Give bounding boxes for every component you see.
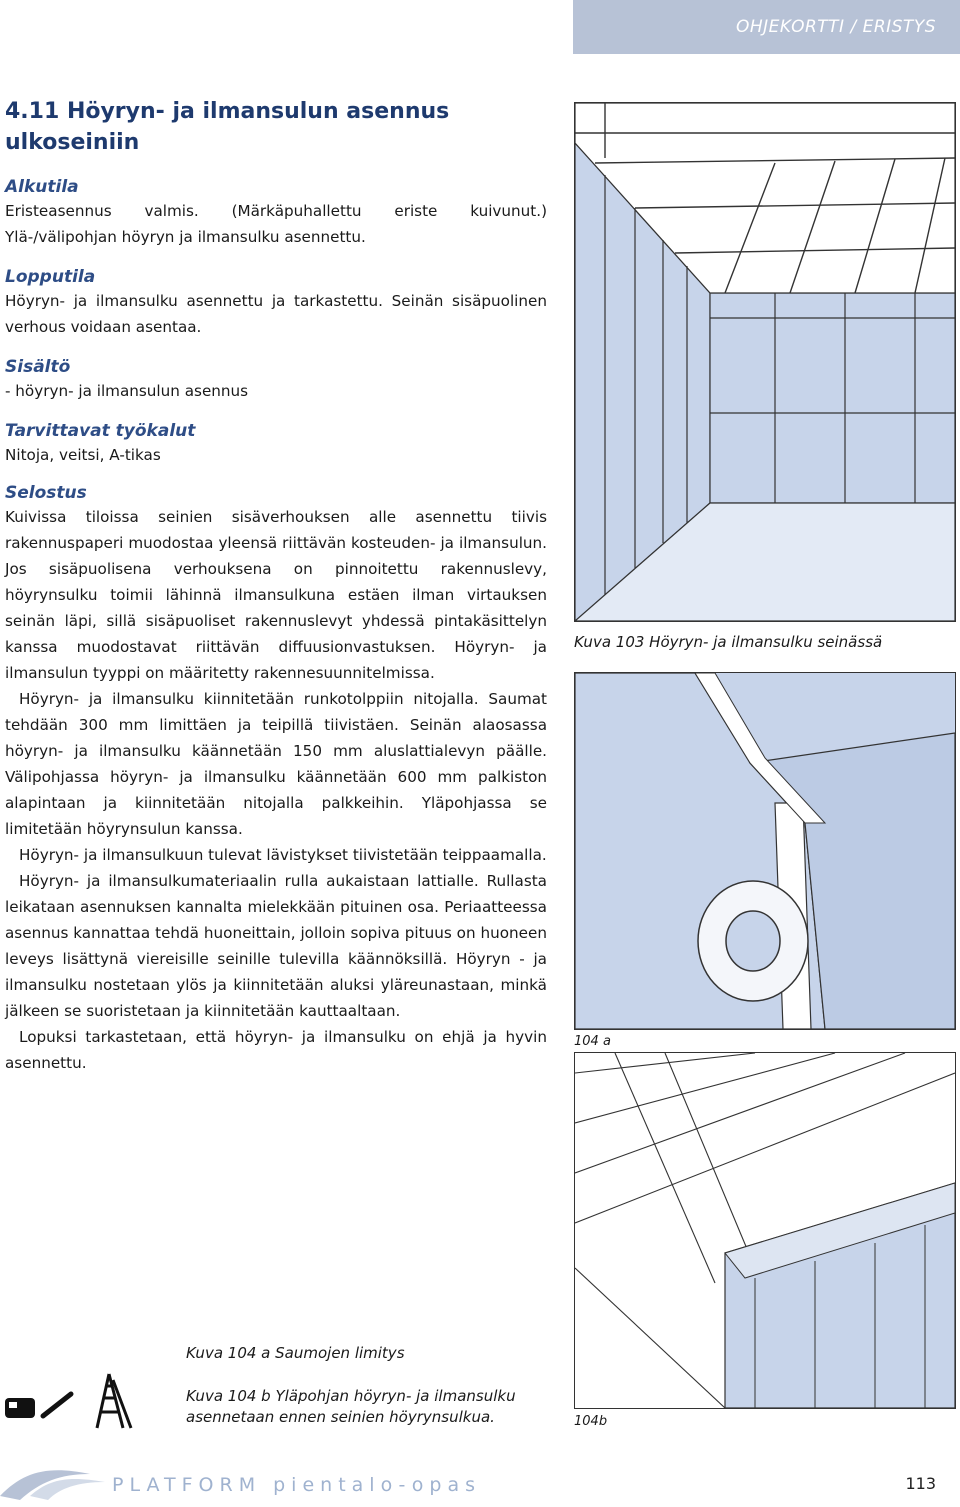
tyokalut-heading: Tarvittavat työkalut <box>5 421 196 441</box>
figure-103-wall-membrane <box>574 102 956 622</box>
alkutila-text: Eristeasennus valmis. (Märkäpuhallettu eriste kuivunut.) Ylä-/välipohjan höyryn ja ilmansulku asennettu. <box>5 202 547 246</box>
knife-icon <box>43 1394 71 1416</box>
sisalto-heading: Sisältö <box>5 357 71 377</box>
selostus-paragraph-3: Höyryn- ja ilmansulkuun tulevat lävistykset tiivistetään teippaamalla. <box>19 846 547 864</box>
figure-104a-seam-overlap <box>574 672 956 1030</box>
tyokalut-text: Nitoja, veitsi, A-tikas <box>5 446 161 464</box>
page-title-line-1: 4.11 Höyryn- ja ilmansulun asennus <box>5 99 450 124</box>
page-title-line-2: ulkoseiniin <box>5 130 140 155</box>
sisalto-text: - höyryn- ja ilmansulun asennus <box>5 382 249 400</box>
main-text-column <box>5 96 547 1076</box>
page-number: 113 <box>905 1474 936 1493</box>
selostus-paragraph-5: Lopuksi tarkastetaan, että höyryn- ja ilmansulku on ehjä ja hyvin asennettu. <box>5 1028 547 1072</box>
figure-104b-label: 104b <box>574 1414 608 1429</box>
section-tag <box>573 0 960 54</box>
selostus-paragraph-2: Höyryn- ja ilmansulku kiinnitetään runkotolppiin nitojalla. Saumat tehdään 300 mm limittäen ja teipillä tiivistäen. Seinän alaosassa höyryn- ja ilmansulku käännetään 150 mm aluslattialevyn päälle. Välipohjassa höyryn- ja ilmansulku käännetään 600 mm palkiston alapintaan ja kiinnitetään nitojalla palkkeihin. Yläpohjassa se limitetään höyrynsulun kanssa. <box>5 690 547 838</box>
figure-104a-label: 104 a <box>574 1034 611 1049</box>
tools-illustration <box>5 1372 145 1436</box>
stapler-icon <box>5 1398 35 1418</box>
footer-brand: PLATFORM pientalo-opas <box>112 1474 481 1496</box>
platform-logo <box>0 1460 110 1504</box>
ladder-icon <box>97 1374 131 1428</box>
lopputila-heading: Lopputila <box>5 267 96 287</box>
figure-103-caption: Kuva 103 Höyryn- ja ilmansulku seinässä <box>574 633 883 651</box>
selostus-paragraph-1: Kuivissa tiloissa seinien sisäverhouksen alle asennettu tiivis rakennuspaperi muodostaa yleensä riittävän kosteuden- ja ilmansulun. Jos sisäpuolisena verhouksena on pinnoitettu rakennuslevy, höyrynsulku toimii lähinnä ilmansulkuna estäen ilman virtauksen seinän läpi, sillä sisäpuoliset rakennuslevyt yhdessä pintakäsittelyn kanssa muodostavat riittävän diffuusionvastuksen. Höyryn- ja ilmansulun tyyppi on määritetty rakennesuunnitelmissa. <box>5 508 547 682</box>
selostus-paragraph-4: Höyryn- ja ilmansulkumateriaalin rulla aukaistaan lattialle. Rullasta leikataan asennuksen kannalta mielekkään pituinen osa. Periaatteessa asennus kannattaa tehdä huoneittain, jolloin sopiva pituus on huoneen leveys lisättynä viereisille seinille tulevilla käännöksillä. Höyryn - ja ilmansulku nostetaan ylös ja kiinnitetään aluksi yläreunastaan, minkä jälkeen se suoristetaan ja kiinnitetään kauttaaltaan. <box>5 872 547 1020</box>
lopputila-text: Höyryn- ja ilmansulku asennettu ja tarkastettu. Seinän sisäpuolinen verhous voidaan asentaa. <box>5 292 547 336</box>
section-tag-text: OHJEKORTTI / ERISTYS <box>735 17 936 37</box>
page-title <box>5 96 547 158</box>
figure-104b-ceiling-membrane <box>574 1052 956 1409</box>
selostus-heading: Selostus <box>5 483 87 503</box>
alkutila-heading: Alkutila <box>5 177 79 197</box>
figure-104b-caption: Kuva 104 b Yläpohjan höyryn- ja ilmansulku asennetaan ennen seinien höyrynsulkua. <box>186 1387 516 1426</box>
figure-104a-caption: Kuva 104 a Saumojen limitys <box>186 1344 405 1362</box>
